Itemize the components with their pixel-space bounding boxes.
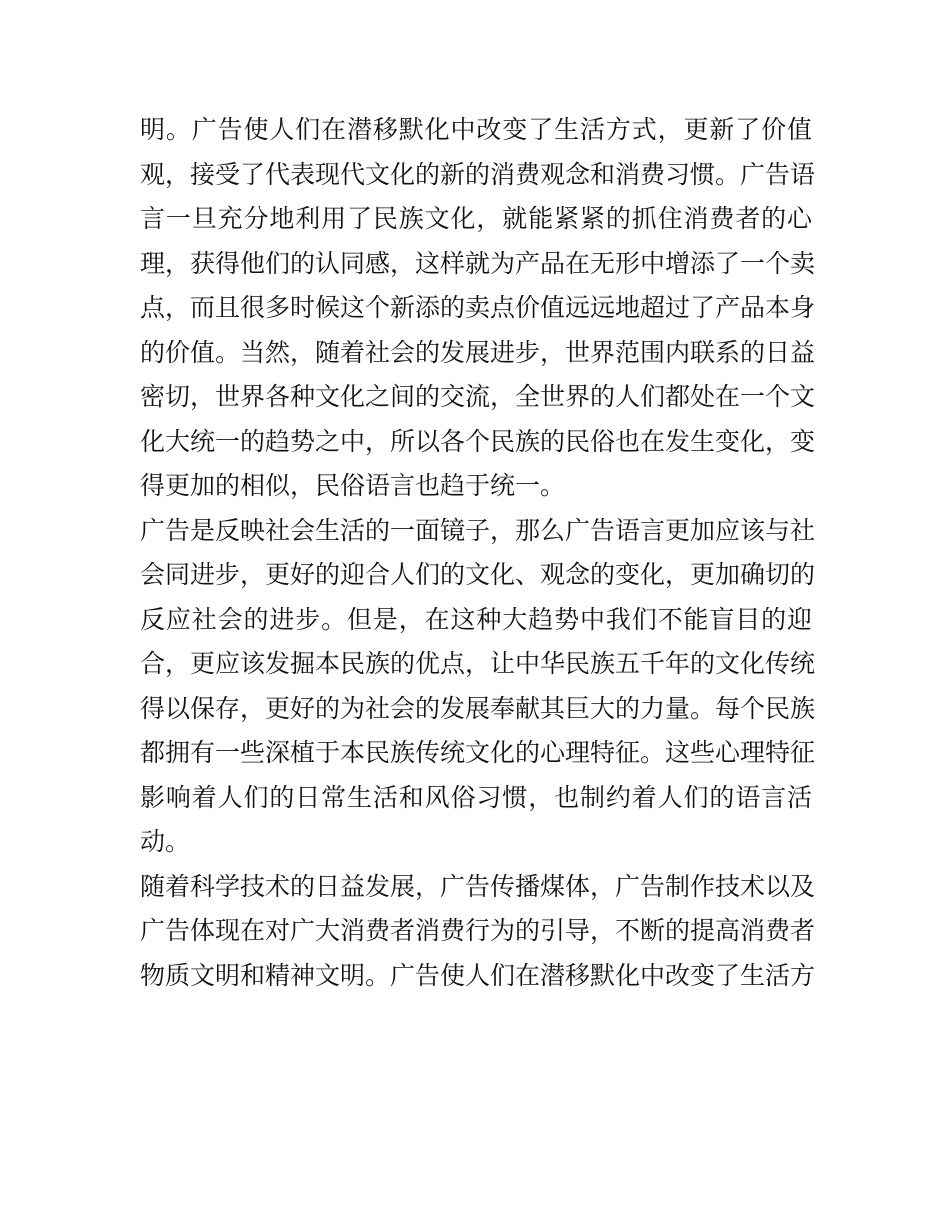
text-line: 随着科学技术的日益发展，广告传播煤体，广告制作技术以及 <box>140 871 816 901</box>
text-line: 密切，世界各种文化之间的交流，全世界的人们都处在一个文 <box>140 382 816 411</box>
text-line: 反应社会的进步。但是，在这种大趋势中我们不能盲目的迎 <box>140 604 812 634</box>
text-line: 观，接受了代表现代文化的新的消费观念和消费习惯。广告语 <box>140 159 816 189</box>
text-line: 言一旦充分地利用了民族文化，就能紧紧的抓住消费者的心 <box>140 204 812 233</box>
text-line: 影响着人们的日常生活和风俗习惯，也制约着人们的语言活 <box>140 782 812 812</box>
text-line: 会同进步，更好的迎合人们的文化、观念的变化，更加确切的 <box>140 560 816 589</box>
text-line: 合，更应该发掘本民族的优点，让中华民族五千年的文化传统 <box>140 649 816 678</box>
document-body <box>140 108 816 998</box>
text-line: 明。广告使人们在潜移默化中改变了生活方式，更新了价值 <box>140 115 812 144</box>
paragraph-3 <box>140 865 816 999</box>
text-line: 得更加的相似，民俗语言也趋于统一。 <box>140 471 566 500</box>
paragraph-1 <box>140 108 816 509</box>
text-line: 点，而且很多时候这个新添的卖点价值远远地超过了产品本身 <box>140 293 816 322</box>
text-line: 动。 <box>140 827 191 856</box>
text-line: 理，获得他们的认同感，这样就为产品在无形中增添了一个卖 <box>140 248 816 278</box>
paragraph-2 <box>140 509 816 865</box>
text-line: 广告体现在对广大消费者消费行为的引导，不断的提高消费者 <box>140 916 816 945</box>
text-line: 得以保存，更好的为社会的发展奉献其巨大的力量。每个民族 <box>140 693 816 723</box>
text-line: 都拥有一些深植于本民族传统文化的心理特征。这些心理特征 <box>140 738 816 767</box>
text-line: 的价值。当然，随着社会的发展进步，世界范围内联系的日益 <box>140 337 816 367</box>
text-line: 物质文明和精神文明。广告使人们在潜移默化中改变了生活方 <box>140 960 816 990</box>
text-line: 广告是反映社会生活的一面镜子，那么广告语言更加应该与社 <box>140 515 816 545</box>
text-line: 化大统一的趋势之中，所以各个民族的民俗也在发生变化，变 <box>140 426 816 456</box>
